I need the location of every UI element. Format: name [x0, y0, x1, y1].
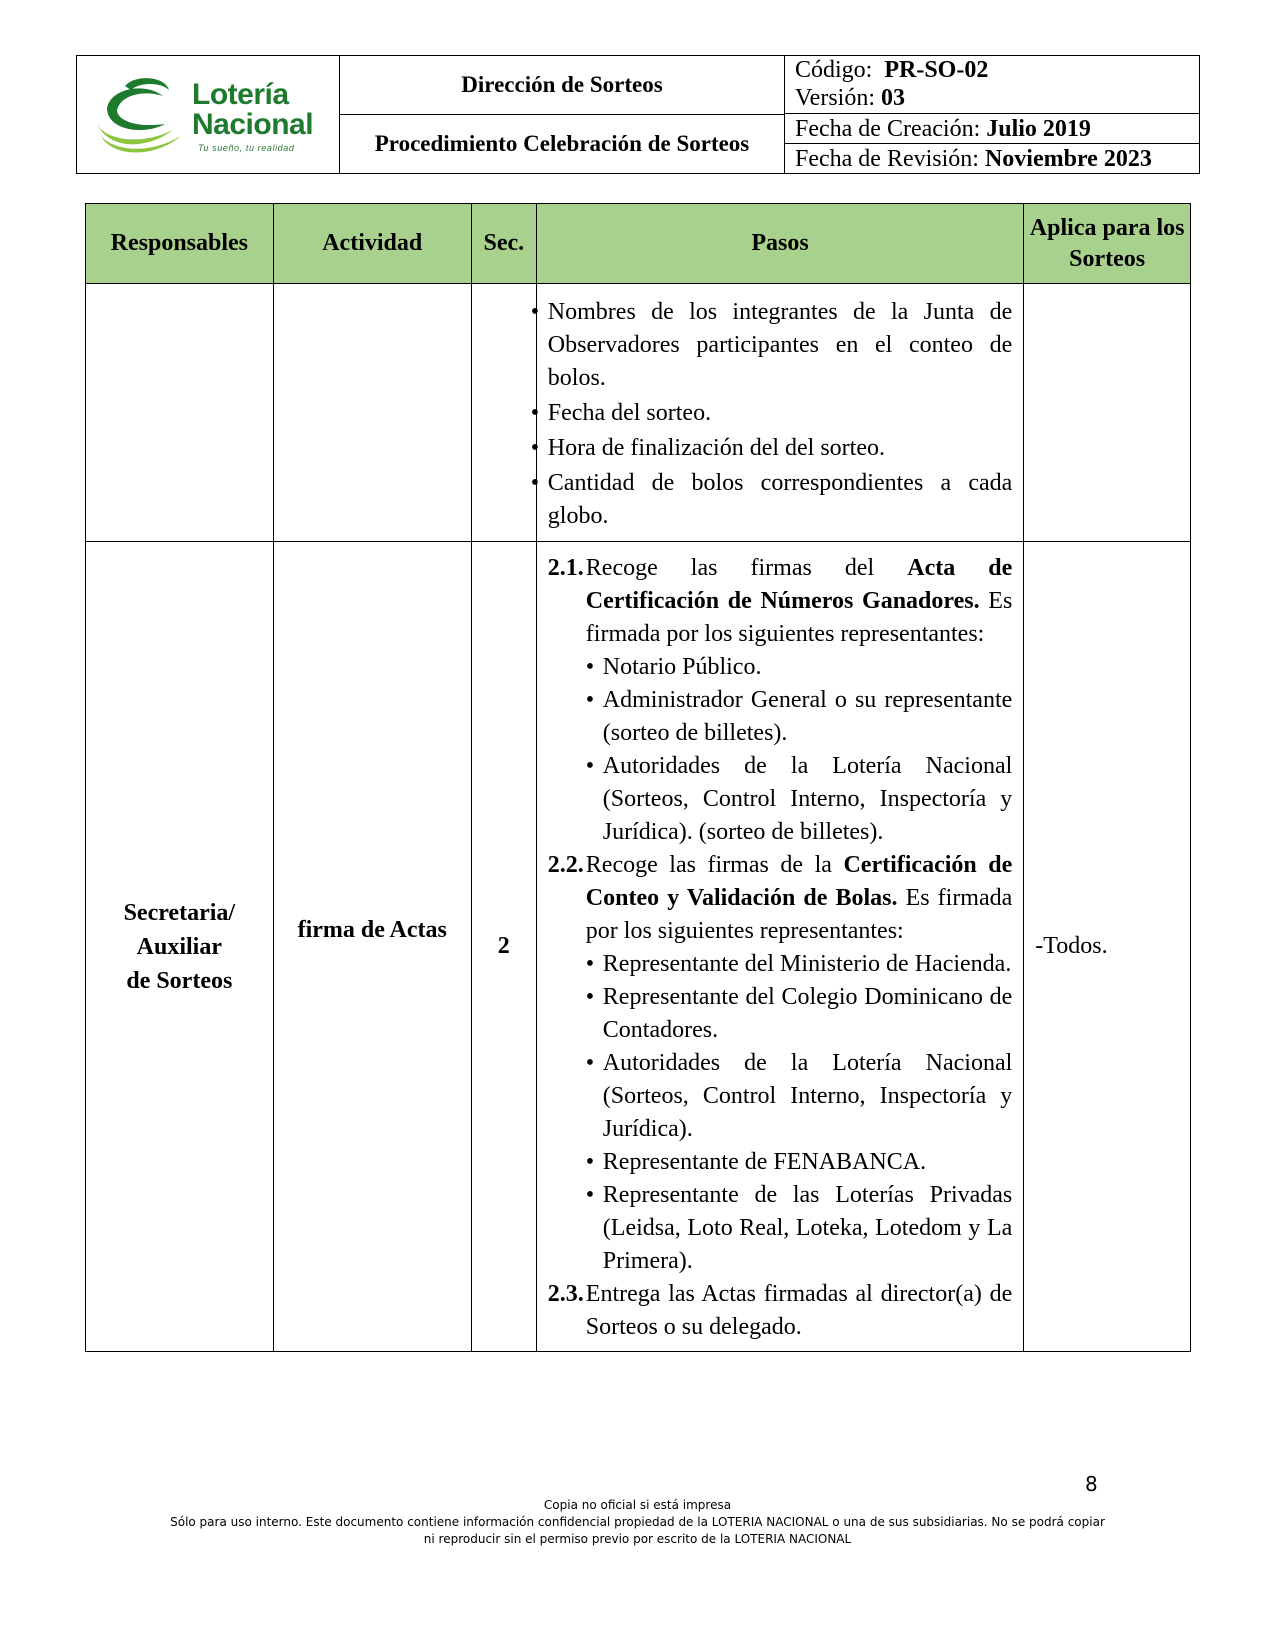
logo-wordmark-line1: Lotería: [192, 78, 289, 111]
step-text: Recoge las firmas del: [585, 554, 908, 581]
list-item: • Notario Público.: [603, 651, 1012, 684]
aplica-cell: -Todos.: [1024, 542, 1191, 1352]
empty-cell: [471, 284, 536, 542]
responsable-line: de Sorteos: [126, 967, 233, 994]
creacion-line: [785, 115, 1199, 144]
procedure-table: [85, 203, 1191, 1352]
step-number: 2.2.: [547, 851, 584, 878]
pasos-cell: [536, 542, 1023, 1352]
revision-value: Noviembre 2023: [984, 146, 1152, 172]
revision-line: [785, 145, 1199, 174]
footer-line-1: Copia no oficial si está impresa: [543, 1498, 732, 1512]
list-item: • Fecha del sorteo.: [548, 397, 1012, 430]
step-text: Es firmada por los siguientes representantes:: [585, 884, 1013, 944]
step-bullet-list: [586, 948, 1012, 1278]
step-2-2: [548, 849, 1012, 1278]
list-item: • Representante del Colegio Dominicano de Contadores.: [603, 981, 1012, 1047]
list-item: • Autoridades de la Lotería Nacional (Sorteos, Control Interno, Inspectoría y Jurídica).: [603, 1047, 1012, 1146]
footer-line-3: ni reproducir sin el permiso previo por escrito de la LOTERIA NACIONAL: [423, 1532, 852, 1546]
logo-wordmark-line2: Nacional: [192, 108, 314, 141]
continuation-bullet-list: [548, 296, 1012, 533]
revision-label: Fecha de Revisión:: [795, 146, 979, 172]
responsable-line: Auxiliar: [136, 933, 222, 960]
step-bold-text: Acta de Certificación de Números Ganadores.: [585, 554, 1013, 614]
codigo-label: Código:: [795, 57, 873, 83]
sec-cell: 2: [471, 542, 536, 1352]
header-titles: [340, 56, 785, 173]
step-text: Recoge las firmas de la: [585, 851, 844, 878]
list-item: • Representante de las Loterías Privadas (Leidsa, Loto Real, Loteka, Lotedom y La Primera).: [603, 1179, 1012, 1278]
version-line: [785, 84, 1199, 114]
logo-cell: [77, 56, 340, 173]
continuation-steps-cell: [536, 284, 1023, 542]
codigo-value: PR-SO-02: [884, 57, 989, 83]
step-number: 2.3.: [547, 1280, 584, 1307]
version-value: 03: [881, 85, 905, 111]
table-row: [86, 284, 1191, 542]
actividad-cell: firma de Actas: [273, 542, 471, 1352]
step-2-1: [548, 552, 1012, 849]
document-metadata: [785, 56, 1199, 173]
step-2-3: [548, 1278, 1012, 1344]
creacion-value: Julio 2019: [986, 116, 1091, 142]
responsable-line: Secretaria/: [123, 899, 236, 926]
creacion-label: Fecha de Creación:: [795, 116, 981, 142]
col-header-responsables: Responsables: [86, 204, 274, 284]
loteria-logo-icon: [95, 74, 191, 154]
table-row: [86, 542, 1191, 1352]
col-header-pasos: Pasos: [536, 204, 1023, 284]
step-bold-text: Certificación de Conteo y Validación de Bolas.: [585, 851, 1013, 911]
step-text: Es firmada por los siguientes representantes:: [585, 587, 1013, 647]
empty-cell: [86, 284, 274, 542]
codigo-line: [785, 56, 1199, 85]
version-label: Versión:: [795, 85, 875, 111]
step-bullet-list: [586, 651, 1012, 849]
col-header-actividad: Actividad: [273, 204, 471, 284]
step-number: 2.1.: [547, 554, 584, 581]
table-header-row: [86, 204, 1191, 284]
col-header-sec: Sec.: [471, 204, 536, 284]
procedure-title: Procedimiento Celebración de Sorteos: [374, 131, 750, 156]
list-item: • Nombres de los integrantes de la Junta de Observadores participantes en el conteo de bolos.: [548, 296, 1012, 395]
document-header: [76, 55, 1200, 174]
list-item: • Representante del Ministerio de Hacienda.: [603, 948, 1012, 981]
list-item: • Representante de FENABANCA.: [603, 1146, 1012, 1179]
list-item: • Autoridades de la Lotería Nacional (Sorteos, Control Interno, Inspectoría y Jurídica). (sorteo de billetes).: [603, 750, 1012, 849]
department-title: Dirección de Sorteos: [340, 56, 784, 115]
list-item: • Administrador General o su representante (sorteo de billetes).: [603, 684, 1012, 750]
empty-cell: [273, 284, 471, 542]
empty-cell: [1024, 284, 1191, 542]
footer-line-2: Sólo para uso interno. Este documento contiene información confidencial propiedad de la LOTERIA NACIONAL o una de sus subsidiarias. No se podrá copiar: [170, 1515, 1105, 1529]
logo-tagline: Tu sueño, tu realidad: [198, 143, 295, 153]
page-number: 8: [1085, 1472, 1098, 1496]
step-text: Entrega las Actas firmadas al director(a) de Sorteos o su delegado.: [585, 1280, 1013, 1340]
list-item: • Cantidad de bolos correspondientes a cada globo.: [548, 467, 1012, 533]
responsables-cell: [86, 542, 274, 1352]
list-item: • Hora de finalización del del sorteo.: [548, 432, 1012, 465]
col-header-aplica: Aplica para los Sorteos: [1024, 204, 1191, 284]
